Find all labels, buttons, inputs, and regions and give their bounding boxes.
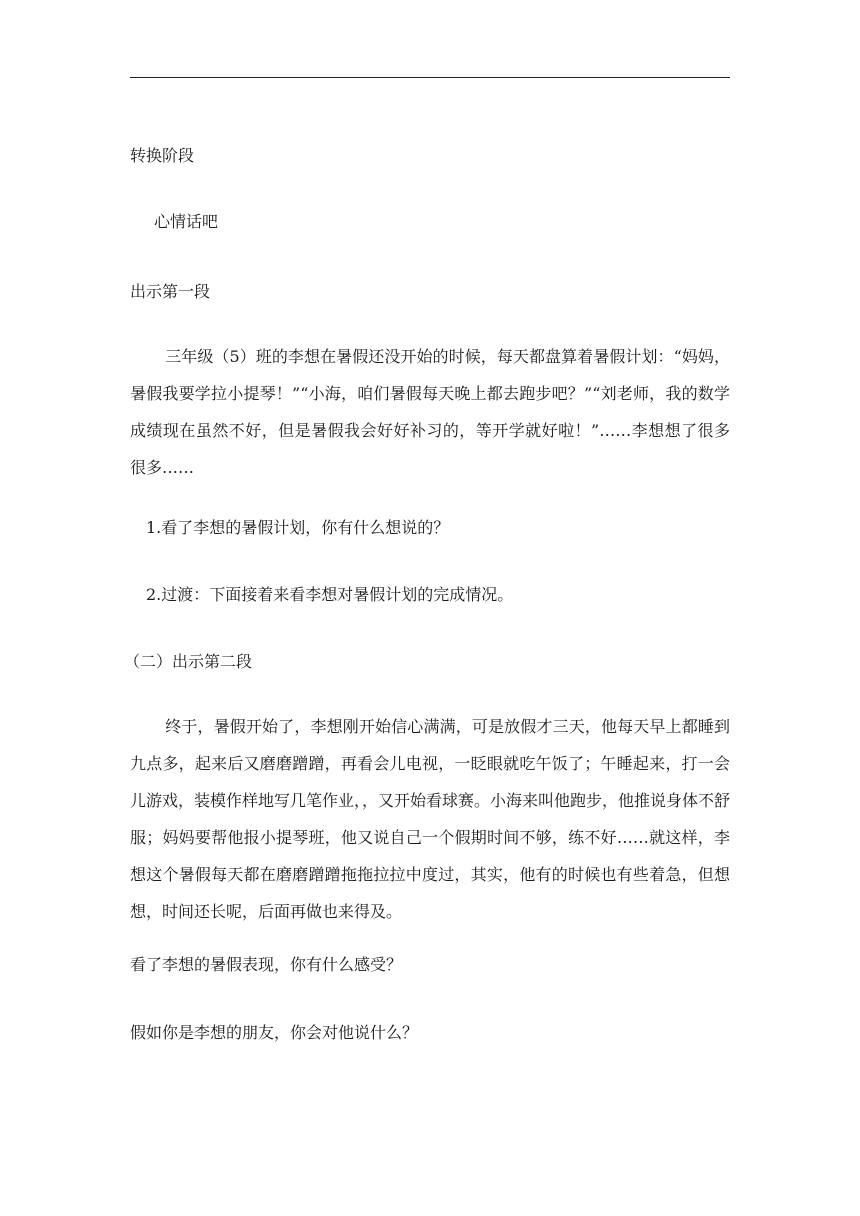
part1-heading: 出示第一段: [130, 282, 211, 301]
question-2: 2.过渡：下面接着来看李想对暑假计划的完成情况。: [146, 585, 514, 604]
question-1: 1.看了李想的暑假计划，你有什么想说的？: [146, 518, 450, 537]
activity-title: 心情话吧: [154, 212, 219, 231]
section-heading: 转换阶段: [130, 146, 195, 165]
part2-paragraph: 终于，暑假开始了，李想刚开始信心满满，可是放假才三天，他每天早上都睡到九点多，起来后又磨磨蹭蹭，再看会儿电视，一眨眼就吃午饭了；午睡起来，打一会儿游戏，装模作样地写几笔作业，，又开始看球赛。小海来叫他跑步，他推说身体不舒服；妈妈要帮他报小提琴班，他又说自己一个假期时间不够，练不好……就这样，李想这个暑假每天都在磨磨蹭蹭拖拖拉拉中度过，其实，他有的时候也有些着急，但想想，时间还长呢，后面再做也来得及。: [130, 717, 731, 921]
part1-paragraph: 三年级（5）班的李想在暑假还没开始的时候，每天都盘算着暑假计划：“妈妈，暑假我要学拉小提琴！”“小海，咱们暑假每天晚上都去跑步吧？”“刘老师，我的数学成绩现在虽然不好，但是暑假我会好好补习的，等开学就好啦！”……李想想了很多很多……: [130, 347, 730, 477]
header-rule: [130, 77, 730, 78]
part2-heading: （二）出示第二段: [124, 652, 253, 671]
question-3: 看了李想的暑假表现，你有什么感受？: [130, 955, 403, 974]
question-4: 假如你是李想的朋友，你会对他说什么？: [130, 1023, 419, 1042]
